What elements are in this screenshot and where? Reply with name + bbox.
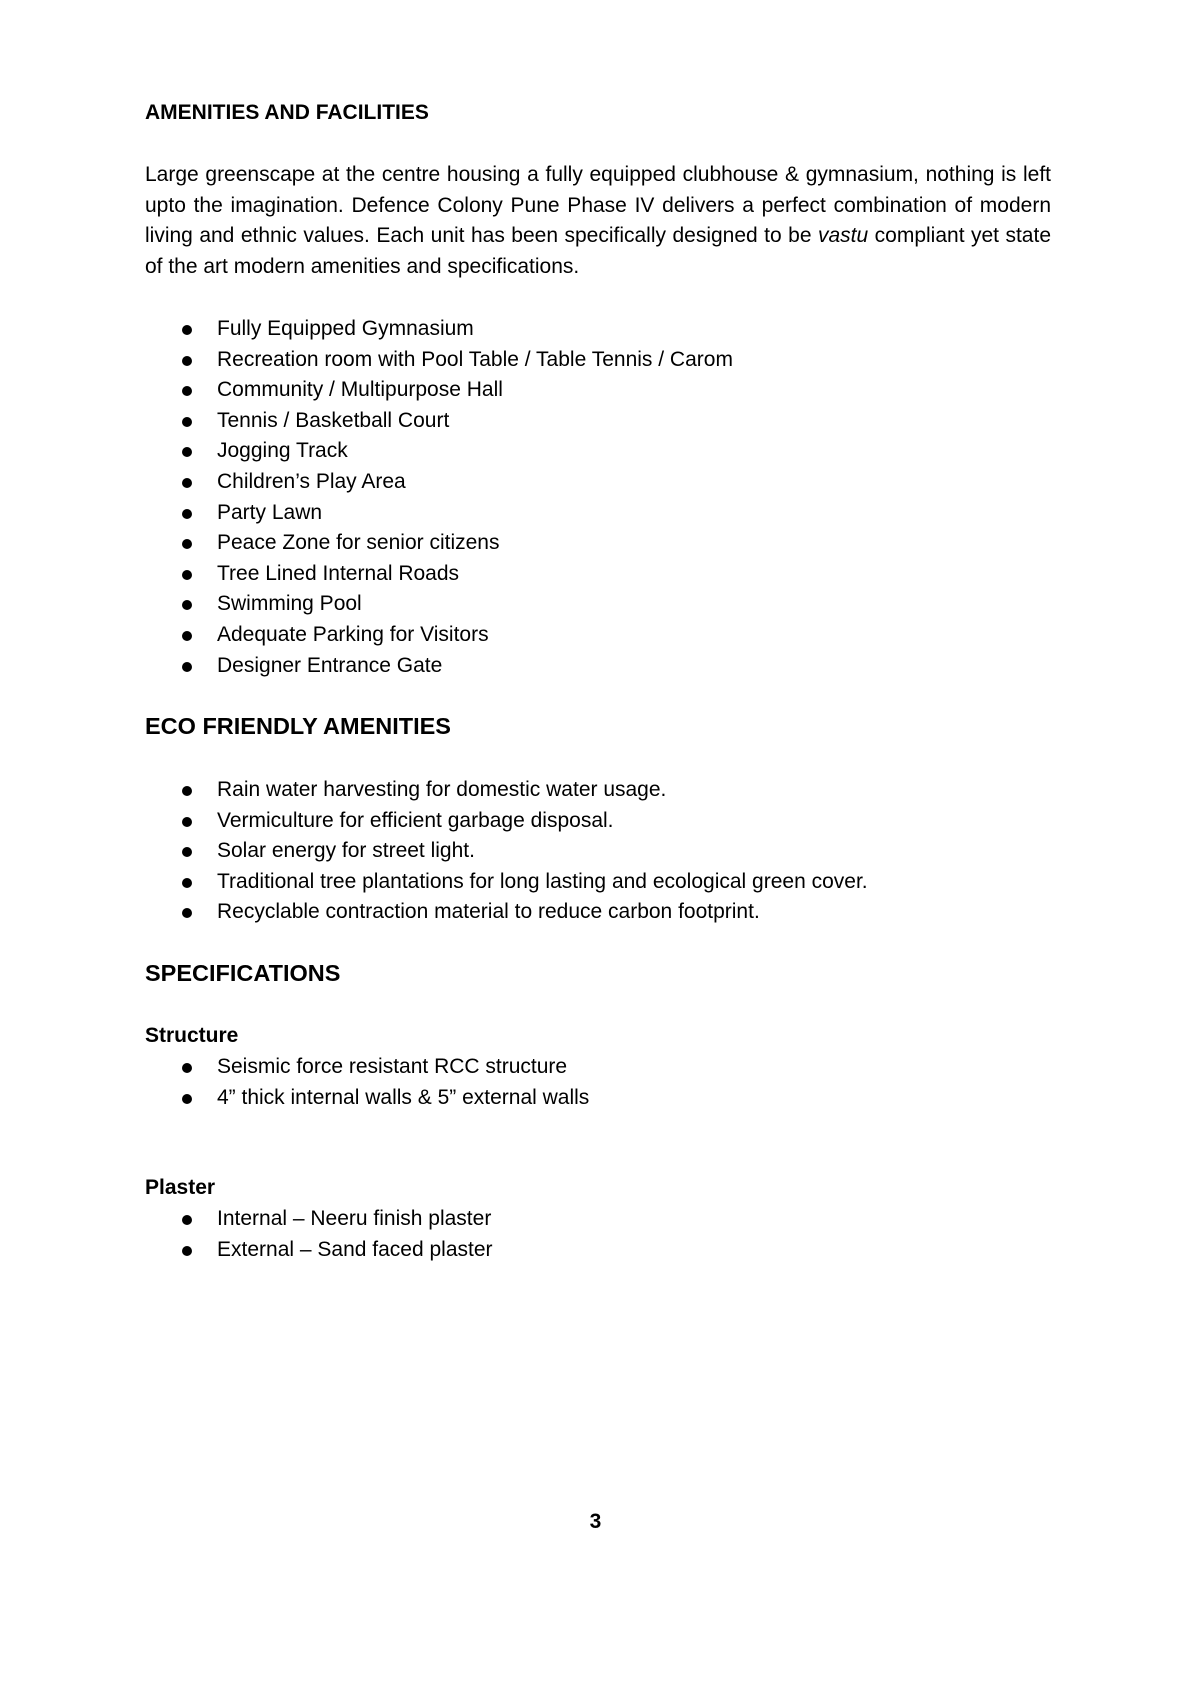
structure-heading: Structure	[145, 1024, 239, 1047]
list-item: Traditional tree plantations for long lasting and ecological green cover.	[145, 867, 1051, 898]
intro-text-start: Large greenscape at the centre housing a fully equipped clubhouse & gymnasium, nothing is left upto the imagination. Defence Colony Pune Phase IV delivers a perfect combination of modern living and ethnic values. Each unit has been specifically designed to be	[145, 163, 1051, 248]
list-item: Designer Entrance Gate	[145, 651, 1051, 682]
specifications-heading: SPECIFICATIONS	[145, 960, 341, 986]
list-item: Peace Zone for senior citizens	[145, 528, 1051, 559]
intro-italic-word: vastu	[817, 224, 869, 248]
amenities-intro	[145, 160, 1051, 282]
eco-list	[145, 775, 1051, 928]
list-item: Rain water harvesting for domestic water usage.	[145, 775, 1051, 806]
list-item: Vermiculture for efficient garbage disposal.	[145, 806, 1051, 837]
list-item: External – Sand faced plaster	[145, 1235, 1051, 1266]
eco-heading: ECO FRIENDLY AMENITIES	[145, 713, 451, 739]
list-item: Jogging Track	[145, 436, 1051, 467]
list-item: Internal – Neeru finish plaster	[145, 1204, 1051, 1235]
list-item: Recyclable contraction material to reduce carbon footprint.	[145, 897, 1051, 928]
list-item: Tree Lined Internal Roads	[145, 559, 1051, 590]
amenities-heading: AMENITIES AND FACILITIES	[145, 101, 429, 124]
list-item: Tennis / Basketball Court	[145, 406, 1051, 437]
plaster-heading: Plaster	[145, 1176, 216, 1199]
plaster-list	[145, 1204, 1051, 1265]
list-item: Swimming Pool	[145, 589, 1051, 620]
amenities-list	[145, 314, 1051, 681]
list-item: Party Lawn	[145, 498, 1051, 529]
intro-text-end: compliant yet state of the art modern amenities and specifications.	[145, 224, 1051, 278]
list-item: Children’s Play Area	[145, 467, 1051, 498]
list-item: Recreation room with Pool Table / Table Tennis / Carom	[145, 345, 1051, 376]
list-item: Seismic force resistant RCC structure	[145, 1052, 1051, 1083]
list-item: Solar energy for street light.	[145, 836, 1051, 867]
list-item: 4” thick internal walls & 5” external walls	[145, 1083, 1051, 1114]
page-number: 3	[589, 1510, 602, 1533]
list-item: Fully Equipped Gymnasium	[145, 314, 1051, 345]
list-item: Community / Multipurpose Hall	[145, 375, 1051, 406]
list-item: Adequate Parking for Visitors	[145, 620, 1051, 651]
structure-list	[145, 1052, 1051, 1113]
